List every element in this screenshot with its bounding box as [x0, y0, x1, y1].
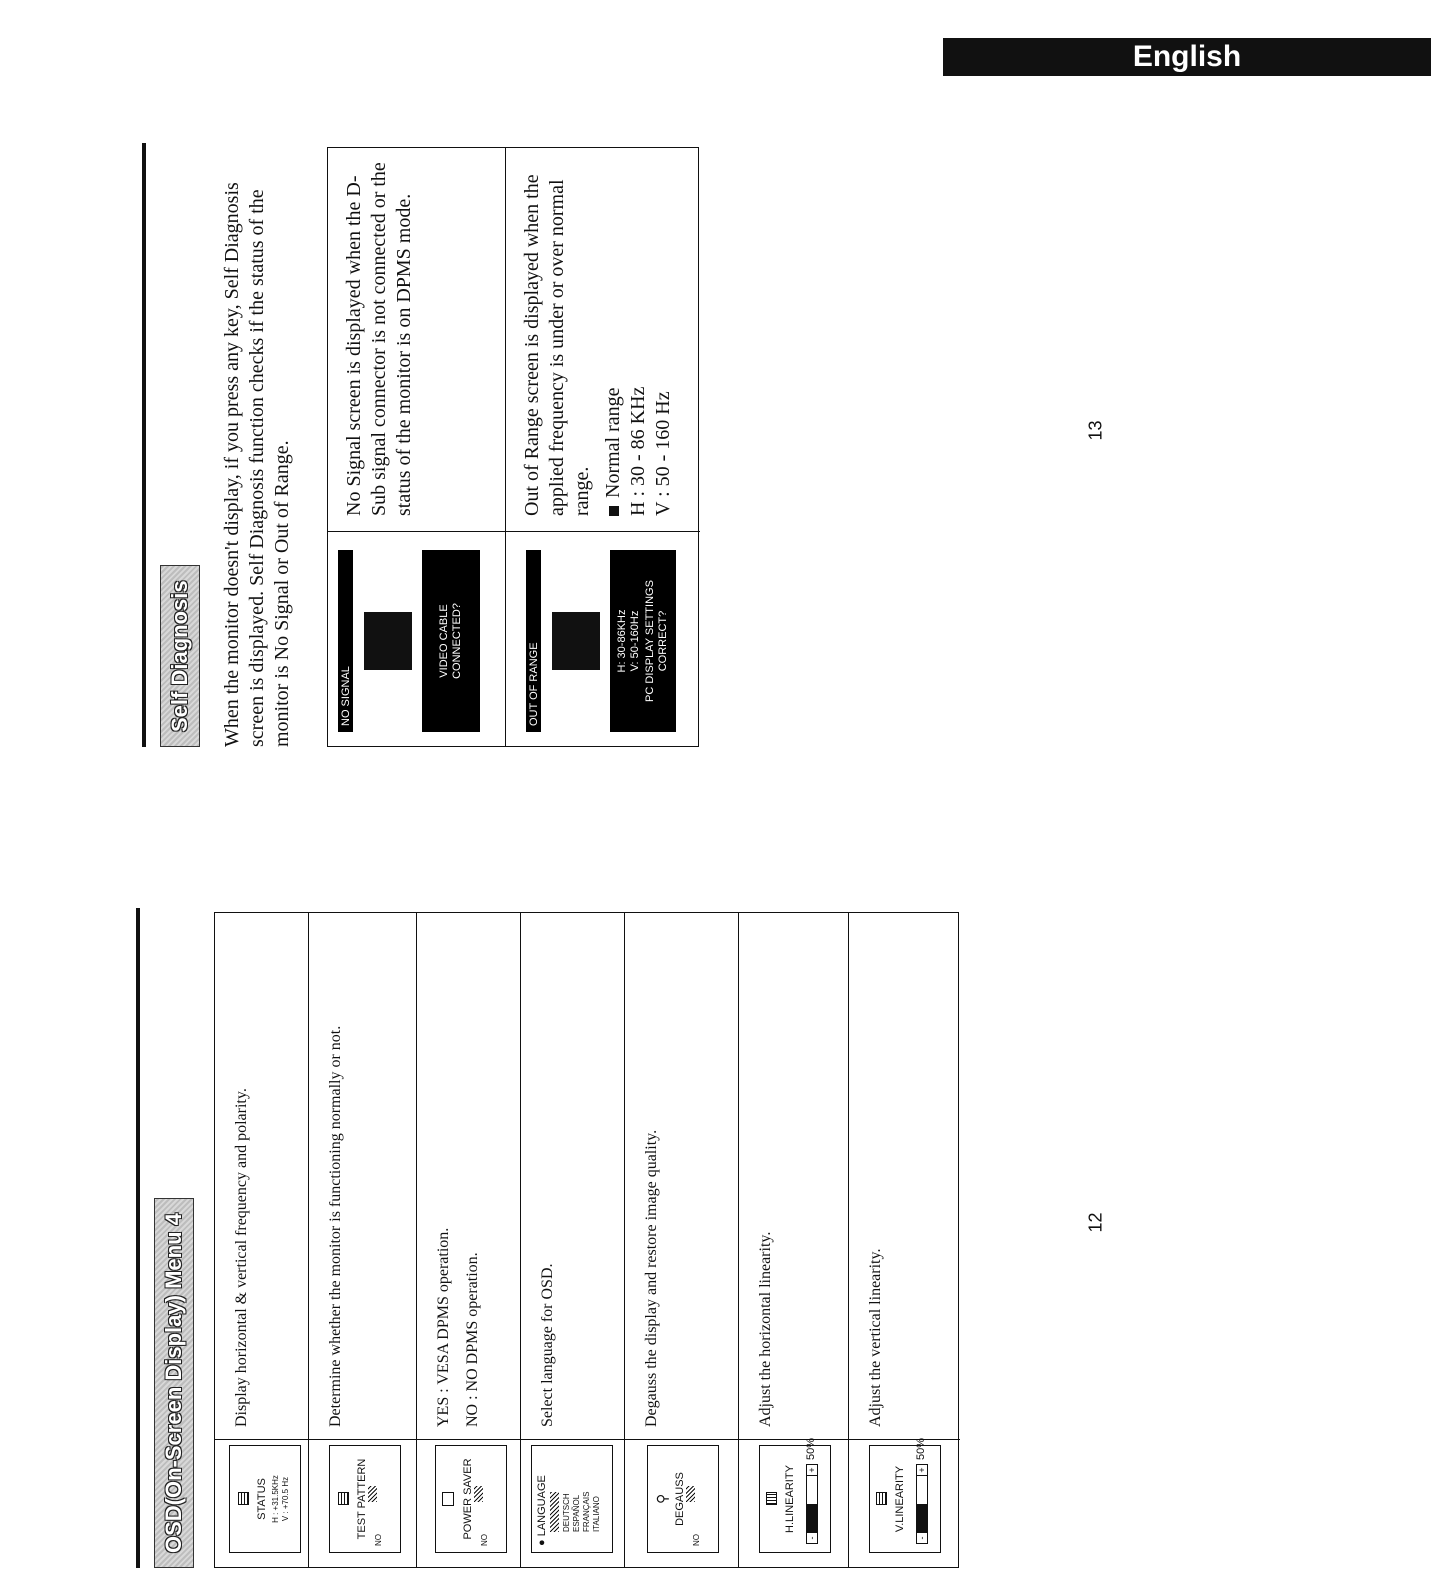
option-no: NO	[374, 1534, 383, 1546]
option-yes	[368, 1486, 377, 1502]
menu-description: Adjust the vertical linearity.	[867, 1248, 884, 1427]
menu-label: H.LINEARITY	[784, 1465, 796, 1533]
power-saver-menu-box	[435, 1445, 507, 1553]
menu-label: DEGAUSS	[674, 1472, 686, 1526]
menu-icon-cell	[417, 1439, 520, 1567]
self-diagnosis-section	[142, 143, 997, 747]
menu-icon-cell	[309, 1439, 416, 1567]
menu-label: V.LINEARITY	[894, 1465, 906, 1533]
option-yes	[686, 1486, 695, 1502]
menu-icon-cell	[625, 1439, 738, 1567]
screen-message-2: CONNECTED?	[451, 603, 463, 679]
menu-description: Degauss the display and restore image quality.	[643, 1129, 660, 1427]
table-row	[215, 913, 309, 1567]
osd-menu-section	[136, 908, 961, 1568]
language-badge: English	[943, 38, 1431, 76]
out-of-range-description	[520, 161, 676, 516]
language-option: FRANÇAIS	[582, 1491, 591, 1532]
menu-label: STATUS	[256, 1478, 268, 1520]
h-frequency: H : +31.5KHz	[271, 1475, 280, 1523]
v-linearity-icon	[876, 1492, 887, 1505]
h-linearity-icon	[766, 1492, 777, 1505]
plus-icon: +	[917, 1465, 927, 1476]
table-row	[506, 148, 700, 746]
page-number-right: 13	[1085, 420, 1106, 441]
screen-message-2: CORRECT?	[657, 610, 669, 672]
table-row	[328, 148, 506, 746]
degauss-menu-box	[647, 1445, 719, 1553]
menu-description: Determine whether the monitor is functioning normally or not.	[327, 1025, 344, 1427]
screen-cell	[506, 531, 700, 746]
test-pattern-icon	[338, 1492, 349, 1505]
menu-label: LANGUAGE	[536, 1475, 548, 1537]
language-option: DEUTSCH	[562, 1493, 571, 1532]
screen-title: OUT OF RANGE	[526, 550, 542, 732]
globe-icon: ●	[536, 1539, 548, 1546]
plus-icon: +	[807, 1465, 817, 1476]
menu-icon-cell	[215, 1439, 308, 1567]
table-row	[521, 913, 625, 1567]
page-rule	[136, 908, 140, 1568]
description-line-2: NO : NO DPMS operation.	[464, 1252, 481, 1427]
no-signal-description: No Signal screen is displayed when the D-Sub signal connector is not connected or the status of the monitor is on DPMS mode.	[343, 162, 415, 516]
menu-description: Display horizontal & vertical frequency and polarity.	[233, 1088, 250, 1427]
out-of-range-screen	[526, 550, 676, 732]
slider-fill	[917, 1504, 927, 1533]
self-diagnosis-title: Self Diagnosis	[160, 565, 200, 747]
degauss-icon: ⚲	[654, 1493, 670, 1504]
bullet-square-icon	[609, 506, 619, 516]
table-row	[739, 913, 849, 1567]
slider-fill	[807, 1504, 817, 1533]
menu-description	[433, 927, 483, 1427]
v-frequency: V : +70.5 Hz	[281, 1476, 290, 1522]
table-row	[849, 913, 960, 1567]
minus-icon: -	[807, 1532, 817, 1543]
menu-description: Adjust the horizontal linearity.	[757, 1231, 774, 1427]
language-title	[536, 1475, 548, 1546]
v-range: V : 50 - 160 Hz	[652, 391, 674, 516]
monitor-icon	[364, 612, 412, 670]
language-option: ITALIANO	[592, 1496, 601, 1532]
v-linearity-slider	[916, 1464, 928, 1544]
table-row	[625, 913, 739, 1567]
status-menu-box	[229, 1445, 301, 1553]
screen-title: NO SIGNAL	[338, 550, 354, 732]
option-no: NO	[480, 1534, 489, 1546]
table-row	[417, 913, 521, 1567]
screen-message-1: PC DISPLAY SETTINGS	[644, 580, 656, 702]
menu-icon-cell	[521, 1439, 624, 1567]
screen-h-range: H: 30-86KHz	[616, 609, 628, 673]
h-linearity-slider	[806, 1464, 818, 1544]
monitor-icon	[552, 612, 600, 670]
screen-message-1: VIDEO CABLE	[438, 604, 450, 678]
minus-icon: -	[917, 1532, 927, 1543]
h-linearity-menu-box	[759, 1437, 831, 1553]
description-line-1: YES : VESA DPMS operation.	[435, 1227, 452, 1427]
self-diagnosis-table	[327, 147, 699, 747]
menu-icon-cell	[739, 1439, 848, 1567]
screen-v-range: V: 50-160Hz	[629, 610, 641, 672]
v-linearity-menu-box	[869, 1437, 941, 1553]
menu-description: Select language for OSD.	[539, 1263, 556, 1427]
menu-label: POWER SAVER	[462, 1458, 474, 1540]
h-range: H : 30 - 86 KHz	[627, 386, 649, 516]
screen-cell	[328, 531, 505, 746]
menu-label: TEST PATTERN	[356, 1458, 368, 1540]
status-icon	[238, 1492, 249, 1505]
page-rule	[142, 143, 146, 747]
option-no: NO	[692, 1534, 701, 1546]
slider-value: 50%	[805, 1437, 817, 1460]
self-diagnosis-intro: When the monitor doesn't display, if you press any key, Self Diagnosis screen is displayed. Self Diagnosis function checks if the status of the monitor is No Signal or Out of Range.	[221, 182, 293, 747]
page-number-left: 12	[1085, 1212, 1106, 1233]
language-menu-box	[531, 1445, 613, 1553]
table-row	[309, 913, 417, 1567]
out-of-range-text: Out of Range screen is displayed when the applied frequency is under or over normal range.	[521, 174, 593, 516]
language-option-selected	[550, 1492, 559, 1532]
language-option: ESPAÑOL	[572, 1494, 581, 1532]
option-yes	[474, 1486, 483, 1502]
slider-value: 50%	[915, 1437, 927, 1460]
osd-menu-title: OSD(On-Screen Display) Menu 4	[154, 1198, 194, 1568]
test-pattern-menu-box	[329, 1445, 401, 1553]
power-saver-icon	[442, 1492, 454, 1506]
normal-range-list	[601, 161, 676, 516]
osd-menu-table	[214, 912, 959, 1568]
no-signal-screen	[338, 550, 480, 732]
normal-range-label: Normal range	[602, 387, 624, 498]
menu-icon-cell	[849, 1439, 960, 1567]
